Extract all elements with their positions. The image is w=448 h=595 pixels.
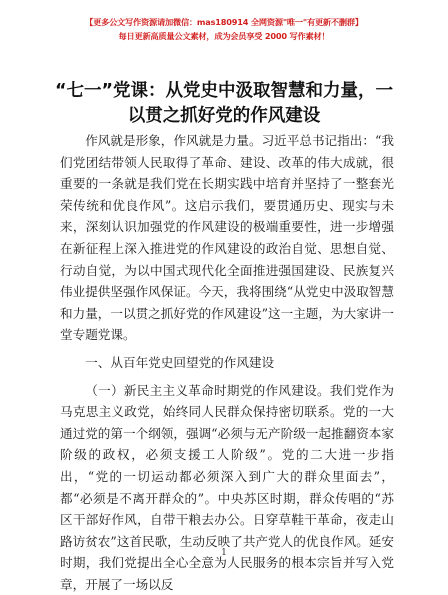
document-title: “七一”党课：从党史中汲取智慧和力量，一以贯之抓好党的作风建设 bbox=[54, 81, 393, 126]
document-body bbox=[60, 130, 394, 595]
intro-paragraph: 作风就是形象，作风就是力量。习近平总书记指出：“我们党团结带领人民取得了革命、建设、改革的伟大成就，很重要的一条就是我们党在长期实践中培育并坚持了一整套光荣传统和优良作风”。这启示我们，要贯通历史、现实与未来，深刻认识加强党的作风建设的极端重要性，进一步增强在新征程上深入推进党的作风建设的政治自觉、思想自觉、行动自觉，为以中国式现代化全面推进强国建设、民族复兴伟业提供坚强作风保证。今天，我将围绕“从党史中汲取智慧和力量，一以贯之抓好党的作风建设”这一主题，为大家讲一堂专题党课。 bbox=[60, 133, 394, 343]
page-number: 1 bbox=[221, 548, 227, 558]
promo-banner-line-1: 【更多公文写作资源请加微信：mas180914 全网资源"唯一"有更新不删群】 bbox=[85, 17, 363, 27]
promo-banner-line-2: 每日更新高质量公文素材，成为会员享受 2000 写作素材！ bbox=[118, 31, 330, 41]
body-paragraph: （一）新民主主义革命时期党的作风建设。我们党作为马克思主义政党，始终同人民群众保持密切联系。党的一大通过党的第一个纲领，强调“必须与无产阶级一起推翻资本家阶级的政权，必须支援工人阶级”。党的二大进一步指出，“党的一切运动都必须深入到广大的群众里面去”，都“必须是不离开群众的”。中央苏区时期，群众传唱的“苏区干部好作风，自带干粮去办公。日穿草鞋干革命，夜走山路访贫农”这首民歌，生动反映了共产党人的优良作风。延安时期，我们党提出全心全意为人民服务的根本宗旨并写入党章，开展了一场以反 bbox=[60, 382, 394, 592]
section-heading: 一、从百年党史回望党的作风建设 bbox=[85, 354, 275, 370]
